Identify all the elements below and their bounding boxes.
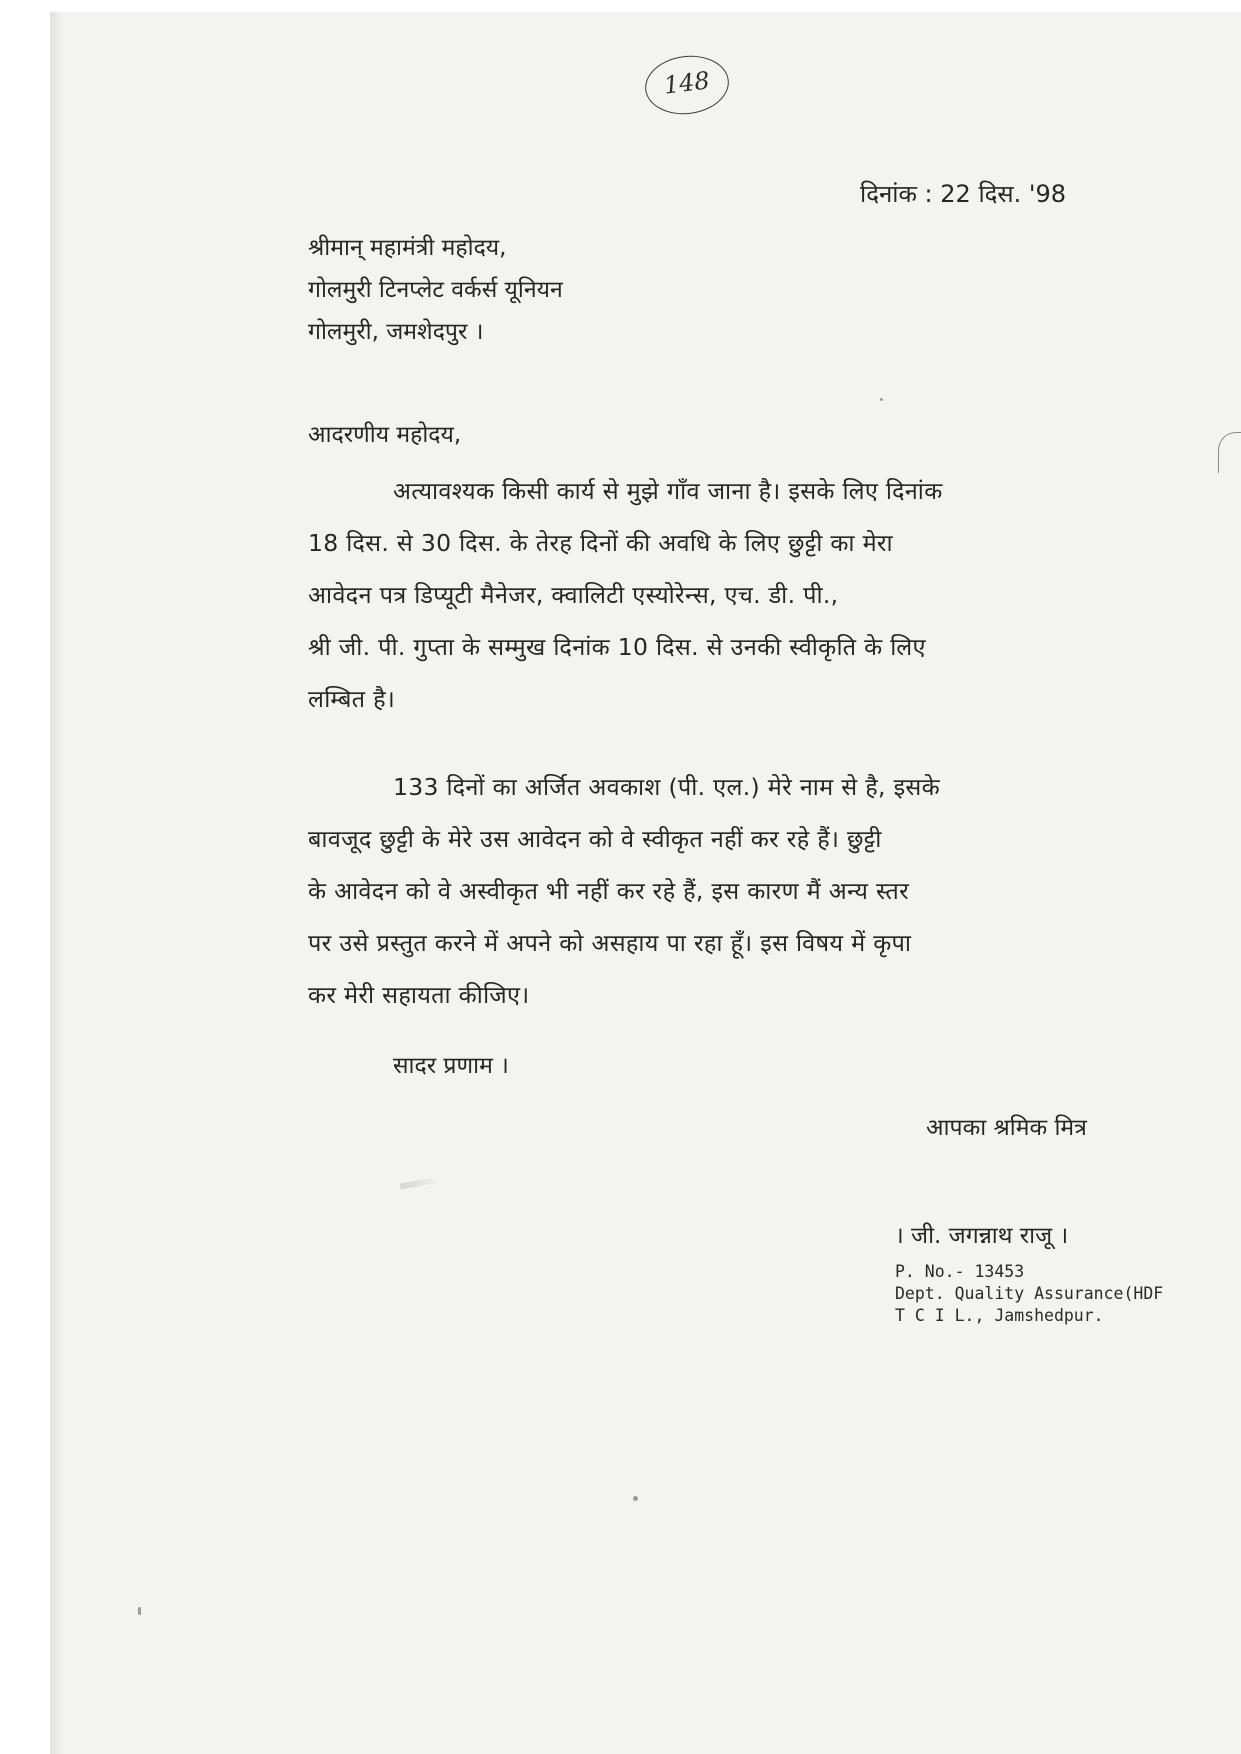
paragraph-1-line-4: श्री जी. पी. गुप्ता के सम्मुख दिनांक 10 दिस. से उनकी स्वीकृति के लिए: [308, 633, 926, 661]
sender-company: T C I L., Jamshedpur.: [895, 1306, 1104, 1325]
page-number-stamp: [642, 51, 732, 119]
addressee-line-3: गोलमुरी, जमशेदपुर ।: [308, 319, 484, 345]
paragraph-1-line-3: आवेदन पत्र डिप्यूटी मैनेजर, क्वालिटी एस्योरेन्स, एच. डी. पी.,: [308, 581, 839, 609]
sender-pno: P. No.- 13453: [895, 1262, 1025, 1281]
letter-date: दिनांक : 22 दिस. '98: [860, 180, 1067, 208]
scan-speck: [138, 1607, 141, 1615]
ink-smudge: [400, 1177, 440, 1190]
scan-speck: [880, 398, 883, 401]
addressee-line-1: श्रीमान् महामंत्री महोदय,: [308, 235, 507, 261]
addressee-line-2: गोलमुरी टिनप्लेट वर्कर्स यूनियन: [308, 277, 563, 303]
paragraph-2-line-3: के आवेदन को वे अस्वीकृत भी नहीं कर रहे हैं, इस कारण मैं अन्य स्तर: [308, 877, 910, 905]
paragraph-2-line-5: कर मेरी सहायता कीजिए।: [308, 981, 530, 1009]
signoff: आपका श्रमिक मित्र: [926, 1115, 1087, 1141]
paragraph-1-line-2: 18 दिस. से 30 दिस. के तेरह दिनों की अवधि के लिए छुट्टी का मेरा: [308, 529, 893, 557]
sender-name: । जी. जगन्नाथ राजू ।: [895, 1223, 1069, 1249]
salutation: आदरणीय महोदय,: [308, 422, 462, 448]
margin-pen-mark: [1218, 432, 1241, 473]
paragraph-2-line-1: 133 दिनों का अर्जित अवकाश (पी. एल.) मेरे नाम से है, इसके: [393, 773, 940, 801]
paragraph-1-line-1: अत्यावश्यक किसी कार्य से मुझे गाँव जाना है। इसके लिए दिनांक: [393, 477, 943, 505]
paragraph-2-line-2: बावजूद छुट्टी के मेरे उस आवेदन को वे स्वीकृत नहीं कर रहे हैं। छुट्टी: [308, 825, 882, 853]
sender-dept: Dept. Quality Assurance(HDF: [895, 1284, 1164, 1303]
paragraph-1-line-5: लम्बित है।: [308, 685, 396, 713]
scan-speck: [633, 1496, 638, 1501]
scan-edge-shadow: [50, 12, 64, 1754]
letter-page: [50, 12, 1241, 1754]
closing-greeting: सादर प्रणाम ।: [393, 1053, 509, 1079]
stamp-number: 148: [662, 66, 712, 100]
paragraph-2-line-4: पर उसे प्रस्तुत करने में अपने को असहाय पा रहा हूँ। इस विषय में कृपा: [308, 929, 912, 957]
